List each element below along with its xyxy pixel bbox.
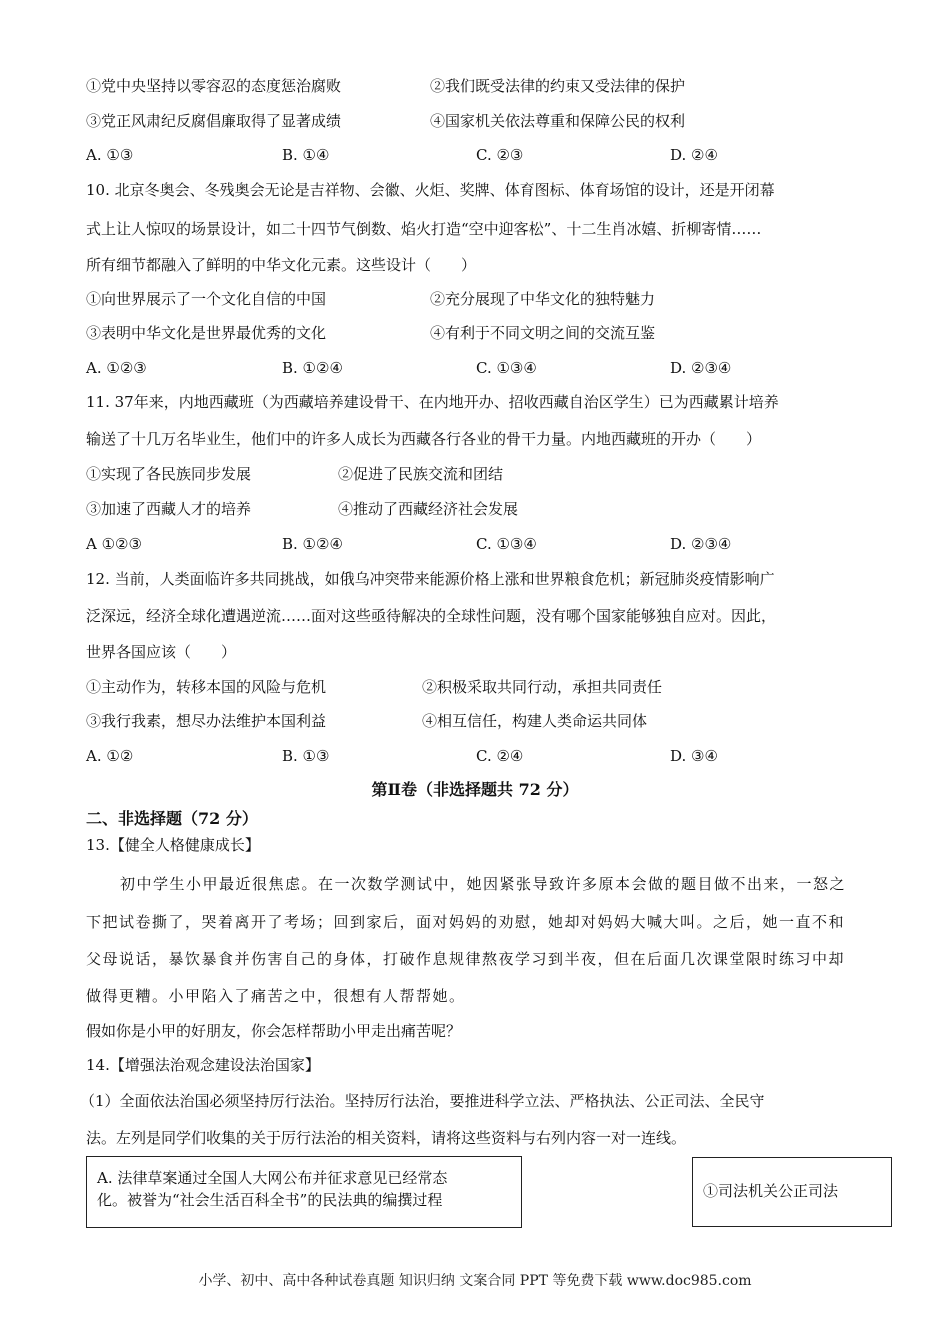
- left-box-line-2: 化。被誉为“社会生活百科全书”的民法典的编撰过程: [97, 1191, 443, 1209]
- q11-item-4: ④推动了西藏经济社会发展: [338, 500, 519, 518]
- q9-option-c: C. ②③: [476, 146, 524, 164]
- right-box-text: ①司法机关公正司法: [703, 1182, 839, 1200]
- q9-item-2: ②我们既受法律的约束又受法律的保护: [430, 77, 686, 95]
- q10-item-2: ②充分展现了中华文化的独特魅力: [430, 290, 656, 308]
- q11-item-3: ③加速了西藏人才的培养: [86, 500, 252, 518]
- q10-option-d: D. ②③④: [670, 359, 732, 377]
- q13-question: 假如你是小甲的好朋友，你会怎样帮助小甲走出痛苦呢？: [86, 1022, 462, 1040]
- q12-item-2: ②积极采取共同行动，承担共同责任: [422, 678, 663, 696]
- q10-stem-line-3: 所有细节都融入了鲜明的中华文化元素。这些设计（ ）: [86, 256, 477, 274]
- q9-item-3: ③党正风肃纪反腐倡廉取得了显著成绩: [86, 112, 342, 130]
- q11-stem-line-2: 输送了十几万名毕业生，他们中的许多人成长为西藏各行各业的骨干力量。内地西藏班的开办（ ）: [86, 430, 762, 448]
- page-footer: 小学、初中、高中各种试卷真题 知识归纳 文案合同 PPT 等免费下载 www.doc985.com: [198, 1273, 752, 1289]
- q9-option-a: A. ①③: [86, 146, 134, 164]
- q10-option-a: A. ①②③: [86, 359, 147, 377]
- q13-paragraph-line-3: 父母说话，暴饮暴食并伤害自己的身体，打破作息规律熬夜学习到半夜，但在后面几次课堂限时练习中却: [86, 950, 846, 968]
- q12-option-a: A. ①②: [86, 747, 134, 765]
- q12-item-1: ①主动作为，转移本国的风险与危机: [86, 678, 327, 696]
- q10-item-4: ④有利于不同文明之间的交流互鉴: [430, 324, 656, 342]
- q11-item-2: ②促进了民族交流和团结: [338, 465, 504, 483]
- q11-option-c: C. ①③④: [476, 535, 537, 553]
- part-two-title: 第Ⅱ卷（非选择题共 72 分）: [371, 780, 579, 799]
- q12-stem-line-3: 世界各国应该（ ）: [86, 643, 237, 661]
- right-column-item-box: [692, 1157, 892, 1227]
- q11-stem-line-1: 11. 37年来，内地西藏班（为西藏培养建设骨干、在内地开办、招收西藏自治区学生）已为西藏累计培养: [86, 393, 779, 411]
- section-two-heading: 二、非选择题（72 分）: [86, 809, 258, 828]
- q9-item-4: ④国家机关依法尊重和保障公民的权利: [430, 112, 686, 130]
- q11-option-d: D. ②③④: [670, 535, 732, 553]
- q10-option-c: C. ①③④: [476, 359, 537, 377]
- left-box-line-1: A. 法律草案通过全国人大网公布并征求意见已经常态: [97, 1169, 448, 1187]
- q13-paragraph-line-4: 做得更糟。小甲陷入了痛苦之中，很想有人帮帮她。: [86, 987, 466, 1005]
- q11-option-a: A ①②③: [86, 535, 142, 553]
- q11-item-1: ①实现了各民族同步发展: [86, 465, 252, 483]
- q14-part1-line-2: 法。左列是同学们收集的关于厉行法治的相关资料，请将这些资料与右列内容一对一连线。: [86, 1129, 687, 1147]
- q13-paragraph-line-1: 初中学生小甲最近很焦虑。在一次数学测试中，她因紧张导致许多原本会做的题目做不出来，一怒之: [120, 875, 847, 893]
- q10-item-3: ③表明中华文化是世界最优秀的文化: [86, 324, 327, 342]
- q14-heading: 14.【增强法治观念建设法治国家】: [86, 1056, 320, 1074]
- q12-item-3: ③我行我素，想尽办法维护本国利益: [86, 712, 327, 730]
- q12-option-d: D. ③④: [670, 747, 718, 765]
- q10-item-1: ①向世界展示了一个文化自信的中国: [86, 290, 327, 308]
- q12-item-4: ④相互信任，构建人类命运共同体: [422, 712, 648, 730]
- q10-stem-line-1: 10. 北京冬奥会、冬残奥会无论是吉祥物、会徽、火炬、奖牌、体育图标、体育场馆的设计，还是开闭幕: [86, 181, 775, 199]
- left-column-material-box: [86, 1156, 522, 1228]
- q12-option-b: B. ①③: [282, 747, 330, 765]
- q13-paragraph-line-2: 下把试卷撕了，哭着离开了考场；回到家后，面对妈妈的劝慰，她却对妈妈大喊大叫。之后，她一直不和: [86, 913, 846, 931]
- q12-stem-line-2: 泛深远，经济全球化遭遇逆流……面对这些亟待解决的全球性问题，没有哪个国家能够独自应对。因此，: [86, 607, 777, 625]
- q10-stem-line-2: 式上让人惊叹的场景设计，如二十四节气倒数、焰火打造“空中迎客松”、十二生肖冰嬉、折柳寄情……: [86, 220, 762, 238]
- q13-heading: 13.【健全人格健康成长】: [86, 836, 260, 854]
- q9-item-1: ①党中央坚持以零容忍的态度惩治腐败: [86, 77, 342, 95]
- q11-option-b: B. ①②④: [282, 535, 343, 553]
- q12-stem-line-1: 12. 当前，人类面临许多共同挑战，如俄乌冲突带来能源价格上涨和世界粮食危机；新冠肺炎疫情影响广: [86, 570, 775, 588]
- q9-option-d: D. ②④: [670, 146, 718, 164]
- q14-part1-line-1: （1）全面依法治国必须坚持厉行法治。坚持厉行法治，要推进科学立法、严格执法、公正司法、全民守: [80, 1092, 765, 1110]
- q9-option-b: B. ①④: [282, 146, 330, 164]
- q12-option-c: C. ②④: [476, 747, 524, 765]
- q10-option-b: B. ①②④: [282, 359, 343, 377]
